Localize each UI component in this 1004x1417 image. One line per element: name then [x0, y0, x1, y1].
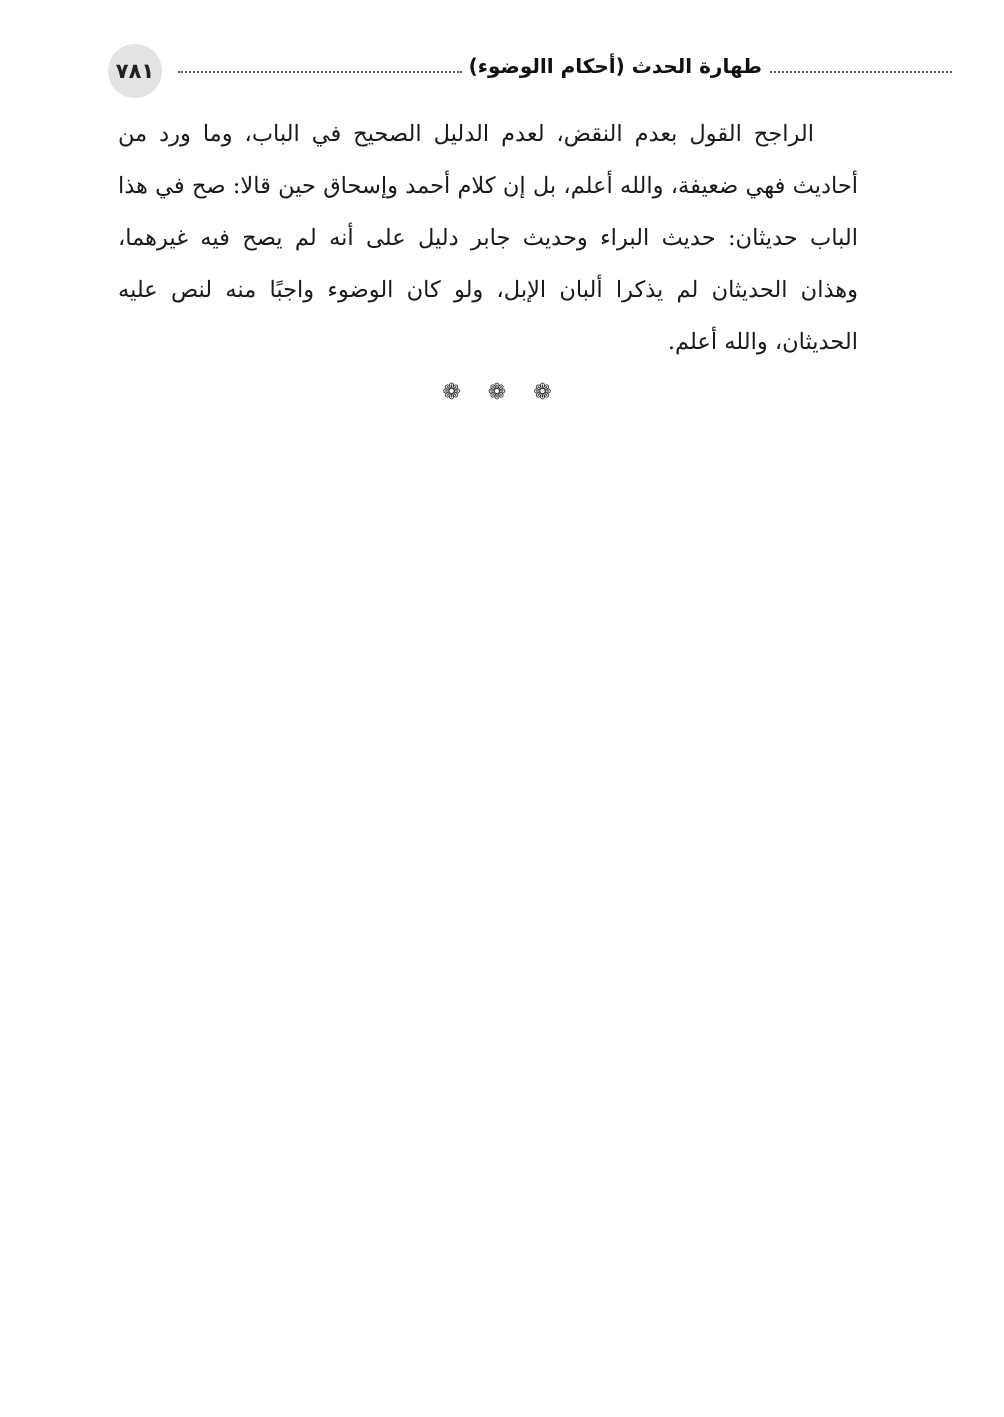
flower-ornament-icon: ❁ ❁ ❁	[442, 380, 562, 405]
running-title: طهارة الحدث (أحكام االوضوء)	[468, 54, 762, 78]
body-paragraph: الراجح القول بعدم النقض، لعدم الدليل الصحيح في الباب، وما ورد من أحاديث فهي ضعيفة، والله أعلم، بل إن كلام أحمد وإسحاق حين قالا: صح في هذا الباب حديثان: حديث البراء وحديث جابر دليل على أنه لم يصح فيه غيرهما، وهذان الحديثان لم يذكرا ألبان الإبل، ولو كان الوضوء واجبًا منه لنص عليه الحديثان، والله أعلم.	[118, 121, 858, 355]
page-number-badge: ٧٨١	[108, 44, 162, 98]
page-header	[108, 44, 848, 96]
header-dotted-rule-left	[178, 71, 462, 73]
header-dotted-rule-right	[770, 71, 952, 73]
